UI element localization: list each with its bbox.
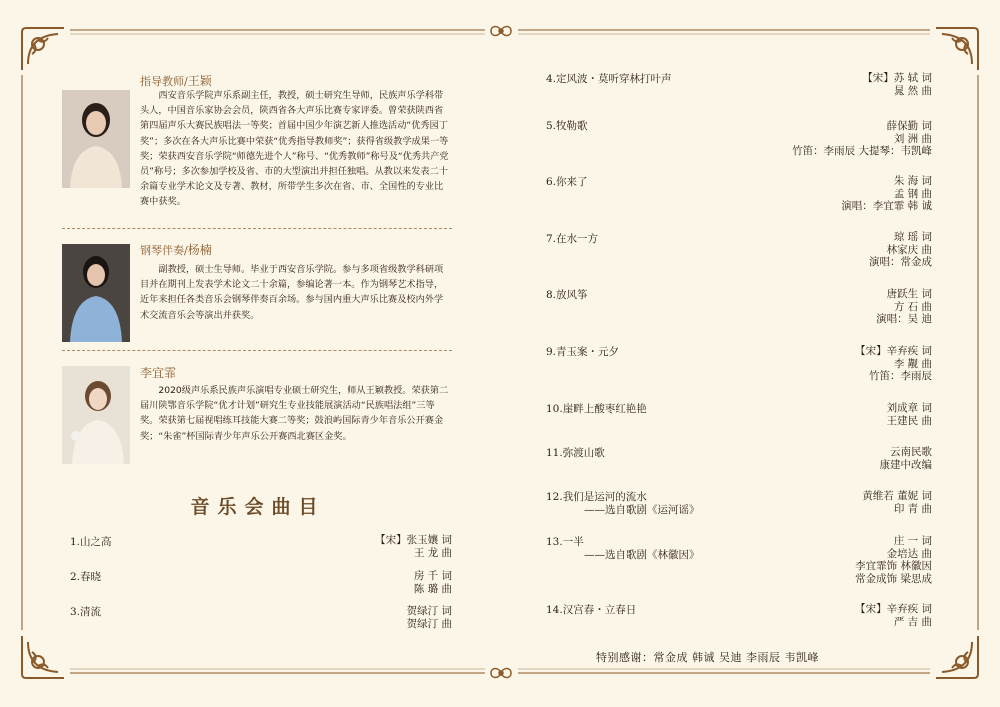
- program-item-9: 9.青玉案・元夕: [546, 346, 620, 358]
- section-divider: [62, 350, 452, 351]
- program-item-1: 1.山之高: [70, 536, 112, 548]
- program-credits-3: 贺绿汀 词 贺绿汀 曲: [406, 605, 452, 630]
- program-credits-6: 朱 海 词 孟 钢 曲 演唱：李宜霏 韩 诚: [841, 175, 932, 212]
- bottom-center-ornament-icon: [488, 664, 514, 682]
- program-item-14: 14.汉宫春・立春日: [546, 604, 637, 616]
- corner-ornament-bottom-right-icon: [932, 632, 982, 682]
- program-item-8: 8.放风筝: [546, 289, 588, 301]
- bio-role: 指导教师/: [140, 75, 188, 88]
- program-item-7: 7.在水一方: [546, 233, 599, 245]
- bio-name: 杨楠: [187, 243, 212, 257]
- program-credits-12: 黄维若 董妮 词 印 青 曲: [862, 490, 932, 515]
- program-credits-11: 云南民歌 康建中改编: [879, 446, 932, 471]
- bio-text-2: 副教授，硕士生导师。毕业于西安音乐学院。参与多项省级教学科研项目并在期刊上发表学术论文二十余篇，参编论著一本。作为钢琴艺术指导，近年来担任各类音乐会钢琴伴奏百余场。参与国内重大声乐比赛及校内外学术交流音乐会等演出并获奖。: [140, 264, 444, 321]
- program-credits-4: 【宋】苏 轼 词 晁 然 曲: [862, 72, 932, 97]
- bio-heading-2: [140, 241, 212, 258]
- bio-text-1: 西安音乐学院声乐系副主任，教授，硕士研究生导师，民族声乐学科带头人，中国音乐家协会会员，陕西省各大声乐比赛专家评委。曾荣获陕西省第四届声乐大赛民族唱法一等奖；首届中国少年演艺新人推选活动“优秀园丁奖”；多次在各大声乐比赛中荣获“优秀指导教师奖”；获得省级教学成果一等奖；荣获西安音乐学院“师德先进个人”称号、“优秀教师”称号及“优秀共产党员”称号；多次参加学校及省、市的大型演出并担任独唱。从教以来发表二十余篇专业学术论文及专著、教材，所带学生多次在省、市、全国性的专业比赛中获奖。: [140, 90, 449, 208]
- program-credits-7: 琼 瑶 词 林家庆 曲 演唱：常金成: [869, 231, 932, 268]
- program-credits-5: 薛保勤 词 刘 洲 曲 竹笛：李雨辰 大提琴：韦凯峰: [792, 120, 932, 157]
- program-credits-1: 【宋】张玉孃 词 王 龙 曲: [375, 534, 452, 559]
- program-item-5: 5.牧勒歌: [546, 120, 588, 132]
- special-thanks: 特别感谢：常金成 韩诚 吴迪 李雨辰 韦凯峰: [596, 651, 819, 664]
- corner-ornament-top-left-icon: [18, 24, 68, 74]
- corner-ornament-bottom-left-icon: [18, 632, 68, 682]
- program-item-2: 2.春晓: [70, 571, 102, 583]
- program-item-6: 6.你来了: [546, 176, 588, 188]
- program-credits-14: 【宋】辛弃疾 词 严 吉 曲: [855, 603, 932, 628]
- concert-program-title: 音乐会曲目: [190, 496, 326, 518]
- bio-name: 王颖: [187, 74, 212, 88]
- program-item-11: 11.弥渡山歌: [546, 447, 605, 459]
- program-credits-13: 庄 一 词 金培达 曲 李宜霏饰 林徽因 常金成饰 梁思成: [855, 535, 932, 585]
- program-item-13: 13.一半 ——选自歌剧《林徽因》: [546, 536, 700, 561]
- top-center-ornament-icon: [488, 22, 514, 40]
- bio-heading-3: [140, 364, 176, 381]
- program-credits-2: 房 千 词 陈 璐 曲: [413, 570, 452, 595]
- program-credits-9: 【宋】辛弃疾 词 李 觏 曲 竹笛：李雨辰: [855, 345, 932, 382]
- section-divider: [62, 228, 452, 229]
- bio-heading-1: [140, 72, 212, 89]
- program-credits-8: 唐跃生 词 方 石 曲 演唱：吴 迪: [876, 288, 932, 325]
- bio-name: 李宜霏: [140, 366, 177, 380]
- avatar-wang-ying: [62, 90, 130, 188]
- avatar-li-yifei: [62, 366, 130, 464]
- program-item-12: 12.我们是运河的流水 ——选自歌剧《运河谣》: [546, 491, 700, 516]
- program-item-3: 3.清流: [70, 606, 102, 618]
- bio-role: 钢琴伴奏/: [140, 244, 188, 257]
- corner-ornament-top-right-icon: [932, 24, 982, 74]
- avatar-yang-nan: [62, 244, 130, 342]
- program-credits-10: 刘成章 词 王建民 曲: [886, 402, 932, 427]
- bio-text-3: 2020级声乐系民族声乐演唱专业硕士研究生，师从王颖教授。荣获第二届川陕鄂音乐学院“优才计划”研究生专业技能展演活动“民族唱法组”三等奖。荣获第七届视唱练耳技能大赛二等奖；鼓浪屿国际青少年音乐公开赛金奖；“朱雀”杯国际青少年声乐公开赛西北赛区金奖。: [140, 385, 449, 442]
- program-item-4: 4.定风波・莫听穿林打叶声: [546, 73, 672, 85]
- program-item-10: 10.崖畔上酸枣红艳艳: [546, 403, 647, 415]
